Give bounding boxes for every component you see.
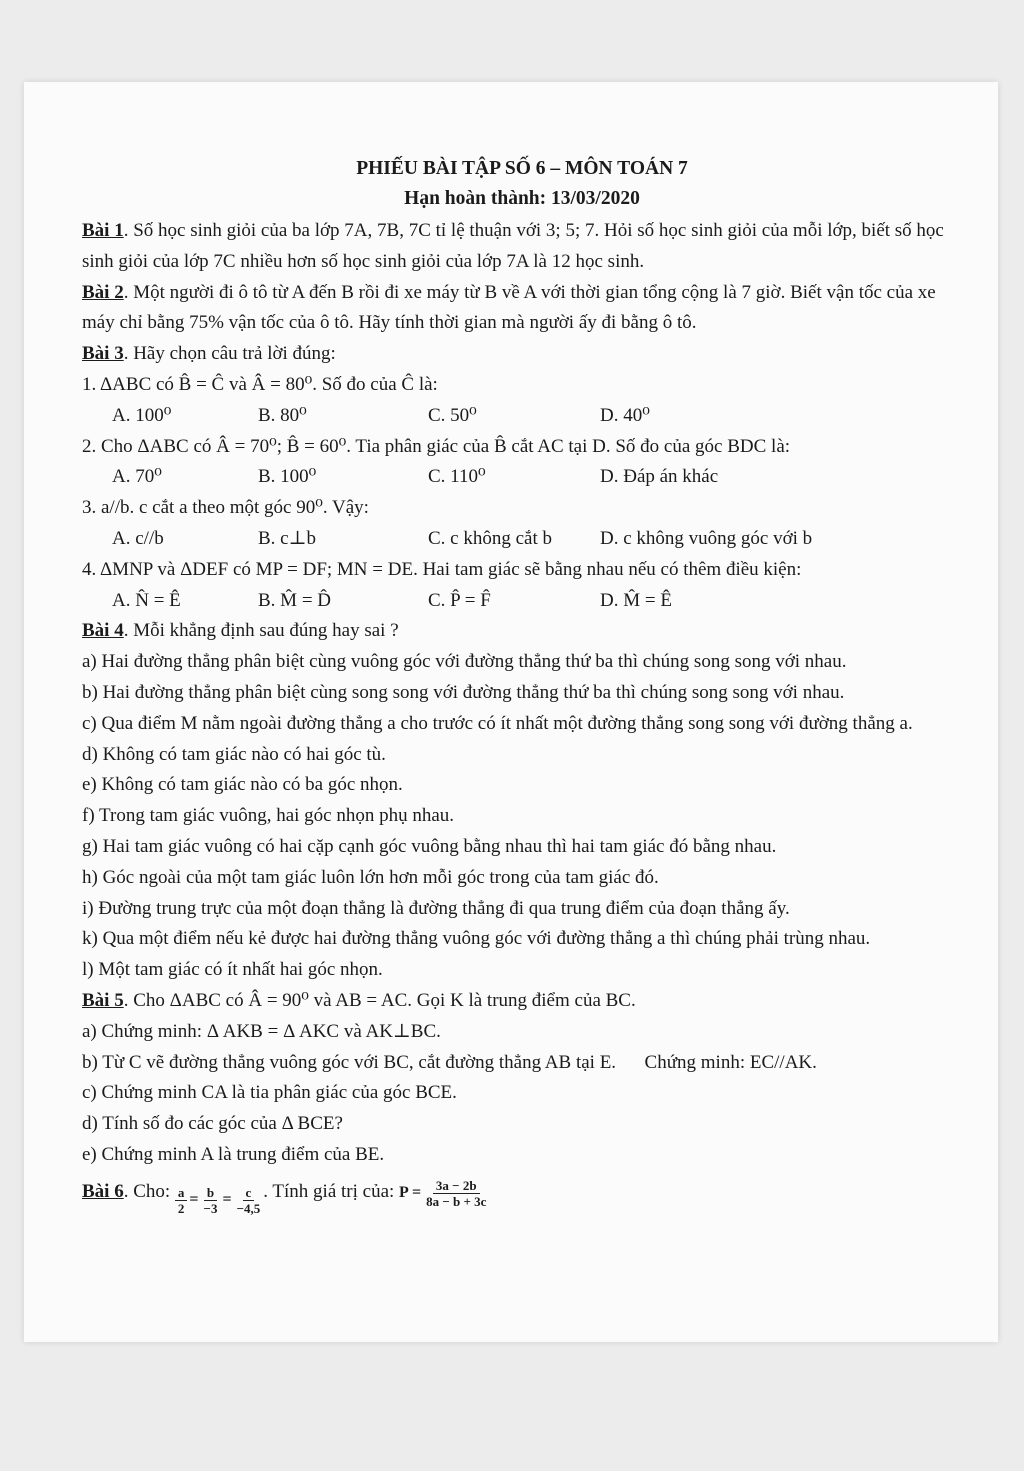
option: D. M̂ = Ê [600, 589, 672, 611]
statement: k) Qua một điểm nếu kẻ được hai đường thẳng vuông góc với đường thẳng a thì chúng phải trùng nhau. [82, 928, 871, 950]
task: c) Chứng minh CA là tia phân giác của góc BCE. [82, 1082, 457, 1104]
option: D. 40⁰ [600, 404, 650, 426]
exercise-6 [82, 1177, 962, 1216]
exercise-1-text: . Số học sinh giỏi của ba lớp 7A, 7B, 7C tỉ lệ thuận với 3; 5; 7. Hỏi số học sinh giỏi của mỗi lớp, biết số học sinh giỏi của lớp 7C nhiều hơn số học sinh giỏi của lớp 7A là 12 học sinh. [82, 220, 944, 272]
task: d) Tính số đo các góc của Δ BCE? [82, 1113, 343, 1135]
exercise-2 [82, 278, 962, 340]
option: A. 70⁰ [112, 466, 162, 488]
task: a) Chứng minh: Δ AKB = Δ AKC và AK⊥BC. [82, 1020, 441, 1042]
exercise-2-label: Bài 2 [82, 281, 124, 303]
exercise-3 [82, 339, 962, 370]
exercise-5-label: Bài 5 [82, 989, 124, 1011]
option: B. c⊥b [258, 527, 316, 549]
statement: h) Góc ngoài của một tam giác luôn lớn hơn mỗi góc trong của tam giác đó. [82, 866, 659, 888]
exercise-6-mid: . Tính giá trị của: [263, 1180, 395, 1202]
fraction: $\frac{a}{2}$ [175, 1185, 188, 1216]
question-3: 3. a//b. c cắt a theo một góc 90⁰. Vậy: [82, 497, 369, 519]
exercise-6-intro: . Cho: [123, 1180, 171, 1202]
exercise-5-intro: . Cho ΔABC có Â = 90⁰ và AB = AC. Gọi K là trung điểm của BC. [123, 989, 636, 1011]
exercise-2-text: . Một người đi ô tô từ A đến B rồi đi xe máy từ B về A với thời gian tổng cộng là 7 giờ. Biết vận tốc của xe máy chỉ bằng 75% vận tốc của ô tô. Hãy tính thời gian mà người ấy đi bằng ô tô. [82, 281, 936, 334]
exercise-5 [82, 986, 962, 1017]
question-1-options [82, 401, 962, 432]
exercise-4 [82, 616, 962, 647]
option: C. 110⁰ [428, 466, 486, 488]
option: B. 80⁰ [258, 404, 307, 426]
exercise-1-label: Bài 1 [82, 220, 124, 241]
exercise-4-label: Bài 4 [82, 620, 124, 642]
option: C. P̂ = F̂ [428, 589, 491, 611]
worksheet-content [82, 154, 962, 1216]
exercise-6-label: Bài 6 [82, 1180, 124, 1202]
statement: b) Hai đường thẳng phân biệt cùng song song với đường thẳng thứ ba thì chúng song song với nhau. [82, 681, 845, 703]
option: A. N̂ = Ê [112, 589, 181, 611]
exercise-4-intro: . Mỗi khẳng định sau đúng hay sai ? [123, 620, 399, 642]
option: A. 100⁰ [112, 404, 172, 426]
fraction: $\frac{c}{-4,5}$ [236, 1184, 261, 1216]
statement: e) Không có tam giác nào có ba góc nhọn. [82, 774, 403, 796]
option: A. c//b [112, 527, 164, 549]
statement: c) Qua điểm M nằm ngoài đường thẳng a cho trước có ít nhất một đường thẳng song song với đường thẳng a. [82, 712, 913, 734]
statement: l) Một tam giác có ít nhất hai góc nhọn. [82, 959, 383, 981]
fraction: $\frac{b}{-3}$ [203, 1184, 218, 1216]
question-1: 1. ΔABC có B̂ = Ĉ và Â = 80⁰. Số đo của Ĉ là: [82, 373, 438, 395]
question-4-options [82, 586, 962, 617]
p-expression [399, 1178, 489, 1209]
question-4: 4. ΔMNP và ΔDEF có MP = DF; MN = DE. Hai tam giác sẽ bằng nhau nếu có thêm điều kiện: [82, 558, 802, 580]
worksheet-page [24, 82, 998, 1342]
option: C. c không cắt b [428, 527, 553, 549]
exercise-3-intro: . Hãy chọn câu trả lời đúng: [123, 343, 336, 365]
question-3-options [82, 524, 962, 555]
option: B. M̂ = D̂ [258, 589, 332, 611]
p-label: P = [399, 1183, 422, 1201]
exercise-3-label: Bài 3 [82, 343, 124, 365]
deadline: Hạn hoàn thành: 13/03/2020 [404, 188, 640, 209]
option: D. Đáp án khác [600, 466, 719, 488]
task: e) Chứng minh A là trung điểm của BE. [82, 1143, 385, 1165]
statement: g) Hai tam giác vuông có hai cặp cạnh góc vuông bằng nhau thì hai tam giác đó bằng nhau. [82, 835, 777, 857]
statement: f) Trong tam giác vuông, hai góc nhọn phụ nhau. [82, 805, 455, 827]
statement: a) Hai đường thẳng phân biệt cùng vuông góc với đường thẳng thứ ba thì chúng song song với nhau. [82, 651, 847, 673]
statement: i) Đường trung trực của một đoạn thẳng là đường thẳng đi qua trung điểm của đoạn thẳng ấy. [82, 897, 790, 919]
question-2-options [82, 462, 962, 493]
ratio-equation: $\frac{a}{2}$ = $\frac{b}{-3}$ = $\frac{c}{-4,5}$ [175, 1185, 263, 1216]
option: C. 50⁰ [428, 404, 477, 426]
exercise-1 [82, 216, 962, 278]
statement: d) Không có tam giác nào có hai góc tù. [82, 743, 386, 765]
question-2: 2. Cho ΔABC có Â = 70⁰; B̂ = 60⁰. Tia phân giác của B̂ cắt AC tại D. Số đo của góc BDC là: [82, 435, 791, 457]
page-title: PHIẾU BÀI TẬP SỐ 6 – MÔN TOÁN 7 [356, 158, 688, 179]
option: B. 100⁰ [258, 466, 317, 488]
task: b) Từ C vẽ đường thẳng vuông góc với BC, cắt đường thẳng AB tại E. Chứng minh: EC//AK. [82, 1051, 817, 1073]
option: D. c không vuông góc với b [600, 527, 813, 549]
p-fraction: $\frac{3a - 2b}{8a - b + 3c}$ [426, 1177, 487, 1209]
